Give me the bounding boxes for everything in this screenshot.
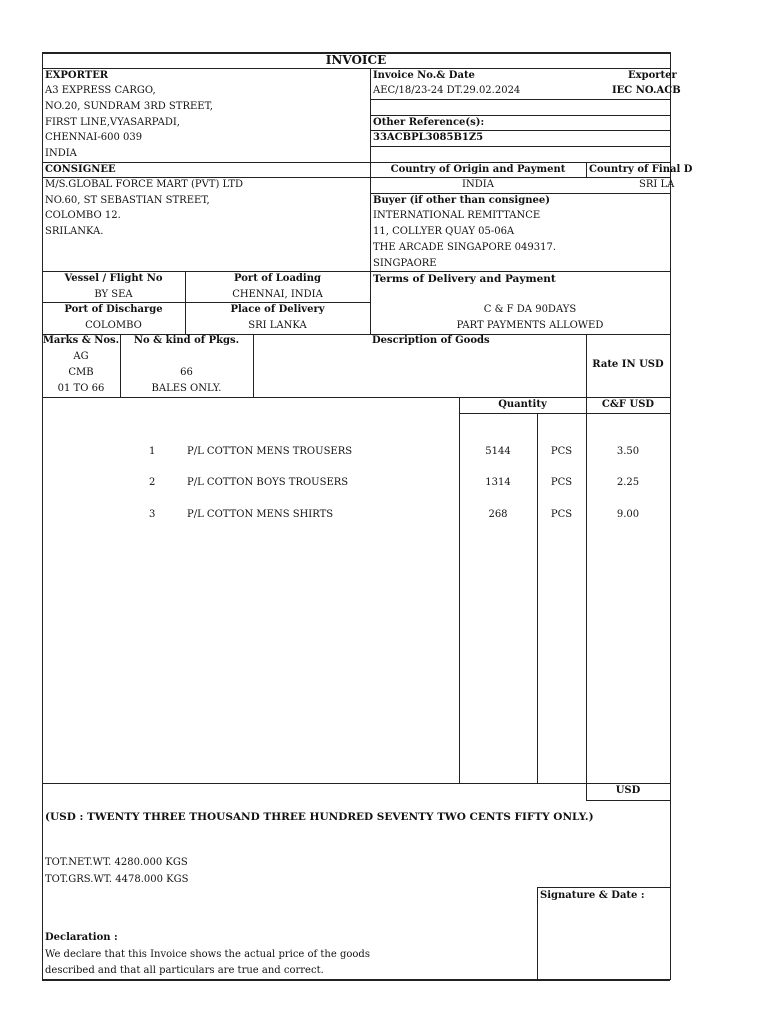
rule <box>370 68 371 334</box>
pkgs-label: No & kind of Pkgs. <box>133 335 240 346</box>
description-label: Description of Goods <box>372 335 490 346</box>
marks-line: AG <box>73 351 89 362</box>
consignee-line: COLOMBO 12. <box>45 210 121 221</box>
origin-value: INDIA <box>462 179 494 190</box>
terms-line: C & F DA 90DAYS <box>483 304 577 315</box>
invoice-title: INVOICE <box>325 53 387 67</box>
table-row <box>0 508 768 522</box>
table-row <box>0 476 768 490</box>
rule <box>537 887 670 888</box>
discharge-value: COLOMBO <box>85 320 142 331</box>
consignee-heading: CONSIGNEE <box>45 164 116 175</box>
origin-label: Country of Origin and Payment <box>390 164 566 175</box>
item-no: 2 <box>149 477 156 488</box>
item-no: 1 <box>149 446 156 457</box>
buyer-line: THE ARCADE SINGAPORE 049317. <box>373 242 557 253</box>
exporter-line: NO.20, SUNDRAM 3RD STREET, <box>45 101 213 112</box>
discharge-label: Port of Discharge <box>64 304 163 315</box>
item-no: 3 <box>149 509 156 520</box>
invoice-no-label: Invoice No.& Date <box>373 70 475 81</box>
rule <box>253 334 254 397</box>
item-rate: 2.25 <box>616 477 640 488</box>
exporter-line: CHENNAI-600 039 <box>45 132 143 143</box>
rule <box>42 68 670 69</box>
exporter-heading: EXPORTER <box>45 70 109 81</box>
rule <box>537 887 538 979</box>
other-ref-label: Other Reference(s): <box>373 117 485 128</box>
total-currency: USD <box>615 785 641 796</box>
item-unit: PCS <box>550 446 573 457</box>
marks-line: 01 TO 66 <box>57 383 105 394</box>
buyer-line: SINGPAORE <box>373 258 437 269</box>
buyer-heading: Buyer (if other than consignee) <box>373 195 550 206</box>
invoice-no-value: AEC/18/23-24 DT.29.02.2024 <box>373 85 521 96</box>
rule <box>42 783 670 784</box>
item-rate: 9.00 <box>616 509 640 520</box>
exporter-ref-label: Exporter <box>628 70 677 81</box>
rule <box>586 800 670 801</box>
item-qty: 1314 <box>485 477 511 488</box>
rule <box>586 162 587 177</box>
rule <box>537 413 538 783</box>
consignee-line: M/S.GLOBAL FORCE MART (PVT) LTD <box>45 179 244 190</box>
pkgs-line: 66 <box>180 367 193 378</box>
loading-label: Port of Loading <box>234 273 321 284</box>
vessel-label: Vessel / Flight No <box>64 273 163 284</box>
final-dest-value: SRI LA <box>639 179 675 190</box>
amount-in-words: (USD : TWENTY THREE THOUSAND THREE HUNDRED SEVENTY TWO CENTS FIFTY ONLY.) <box>45 811 594 823</box>
rule <box>370 99 670 100</box>
exporter-line: FIRST LINE,VYASARPADI, <box>45 117 180 128</box>
item-unit: PCS <box>550 509 573 520</box>
item-rate: 3.50 <box>616 446 640 457</box>
signature-label: Signature & Date : <box>540 890 645 901</box>
declaration-line: described and that all particulars are true and correct. <box>45 965 324 976</box>
rate-label: Rate IN USD <box>592 359 664 370</box>
vessel-value: BY SEA <box>94 289 133 300</box>
table-row <box>0 445 768 459</box>
marks-label: Marks & Nos. <box>42 335 120 346</box>
exporter-line: INDIA <box>45 148 77 159</box>
consignee-line: NO.60, ST SEBASTIAN STREET, <box>45 195 210 206</box>
other-ref-value: 33ACBPL3085B1Z5 <box>373 132 484 143</box>
loading-value: CHENNAI, INDIA <box>232 289 323 300</box>
gross-weight: TOT.GRS.WT. 4478.000 KGS <box>45 874 189 885</box>
marks-line: CMB <box>68 367 94 378</box>
declaration-heading: Declaration : <box>45 932 118 943</box>
item-qty: 268 <box>488 509 508 520</box>
terms-line: PART PAYMENTS ALLOWED <box>456 320 604 331</box>
pkgs-line: BALES ONLY. <box>151 383 222 394</box>
final-dest-label: Country of Final D <box>589 164 693 175</box>
buyer-line: INTERNATIONAL REMITTANCE <box>373 210 541 221</box>
cf-usd-label: C&F USD <box>601 399 655 410</box>
iec-label: IEC NO.ACB <box>612 85 681 96</box>
item-description: P/L COTTON MENS TROUSERS <box>187 446 353 457</box>
rule <box>42 979 670 981</box>
delivery-label: Place of Delivery <box>230 304 325 315</box>
quantity-label: Quantity <box>498 399 547 410</box>
item-description: P/L COTTON BOYS TROUSERS <box>187 477 349 488</box>
rule <box>459 413 670 414</box>
item-unit: PCS <box>550 477 573 488</box>
declaration-line: We declare that this Invoice shows the actual price of the goods <box>45 949 370 960</box>
consignee-line: SRILANKA. <box>45 226 104 237</box>
rule <box>370 146 670 147</box>
delivery-value: SRI LANKA <box>248 320 307 331</box>
exporter-line: A3 EXPRESS CARGO, <box>45 85 156 96</box>
terms-label: Terms of Delivery and Payment <box>373 273 556 285</box>
buyer-line: 11, COLLYER QUAY 05-06A <box>373 226 515 237</box>
net-weight: TOT.NET.WT. 4280.000 KGS <box>45 857 188 868</box>
item-qty: 5144 <box>485 446 511 457</box>
item-description: P/L COTTON MENS SHIRTS <box>187 509 334 520</box>
